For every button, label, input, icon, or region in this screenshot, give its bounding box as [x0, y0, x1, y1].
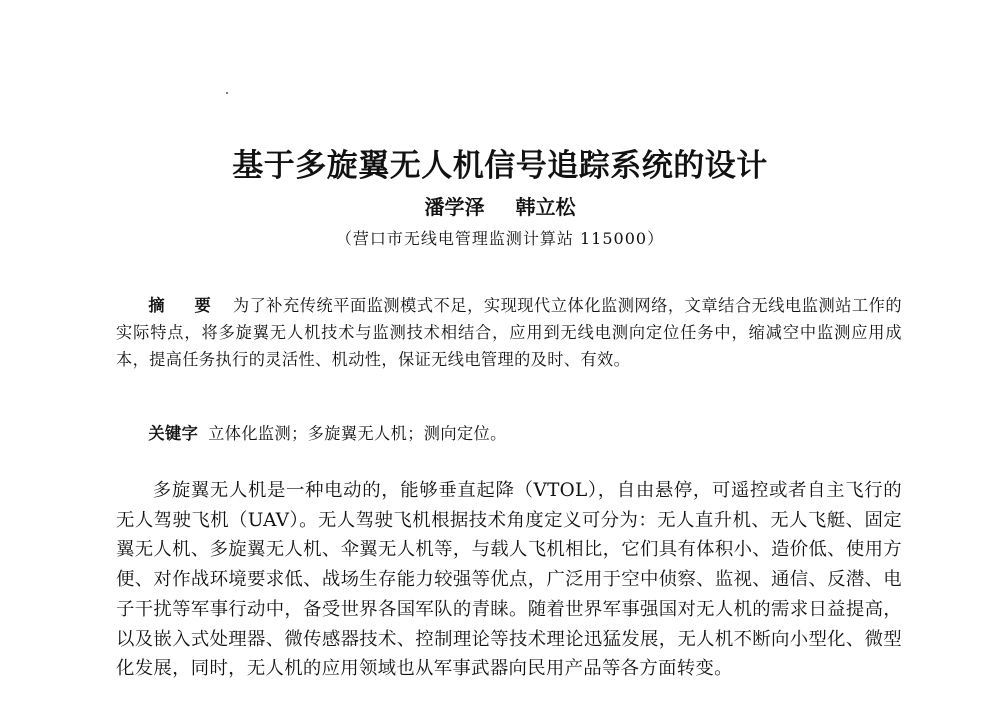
keywords — [116, 420, 902, 447]
abstract-text: 为了补充传统平面监测模式不足，实现现代立体化监测网络，文章结合无线电监测站工作的实际特点，将多旋翼无人机技术与监测技术相结合，应用到无线电测向定位任务中，缩减空中监测应用成本，提高任务执行的灵活性、机动性，保证无线电管理的及时、有效。 — [116, 296, 902, 369]
author-name: 韩立松 — [515, 195, 576, 219]
body-paragraph: 多旋翼无人机是一种电动的，能够垂直起降（VTOL），自由悬停，可遥控或者自主飞行的无人驾驶飞机（UAV）。无人驾驶飞机根据技术角度定义可分为：无人直升机、无人飞艇、固定翼无人机、多旋翼无人机、伞翼无人机等，与载人飞机相比，它们具有体积小、造价低、使用方便、对作战环境要求低、战场生存能力较强等优点，广泛用于空中侦察、监视、通信、反潜、电子干扰等军事行动中，备受世界各国军队的青睐。随着世界军事强国对无人机的需求日益提高，以及嵌入式处理器、微传感器技术、控制理论等技术理论迅猛发展，无人机不断向小型化、微型化发展，同时，无人机的应用领域也从军事武器向民用产品等各方面转变。 — [116, 480, 902, 680]
abstract-label: 摘 要 — [148, 296, 223, 315]
abstract — [116, 292, 902, 373]
scan-speck — [226, 92, 228, 94]
affiliation: （营口市无线电管理监测计算站 115000） — [335, 229, 665, 248]
author-name: 潘学泽 — [424, 195, 485, 219]
keywords-label: 关键字 — [148, 424, 199, 443]
paper-title: 基于多旋翼无人机信号追踪系统的设计 — [232, 148, 768, 184]
keywords-text: 立体化监测；多旋翼无人机；测向定位。 — [208, 424, 507, 443]
author-list — [0, 194, 1000, 220]
